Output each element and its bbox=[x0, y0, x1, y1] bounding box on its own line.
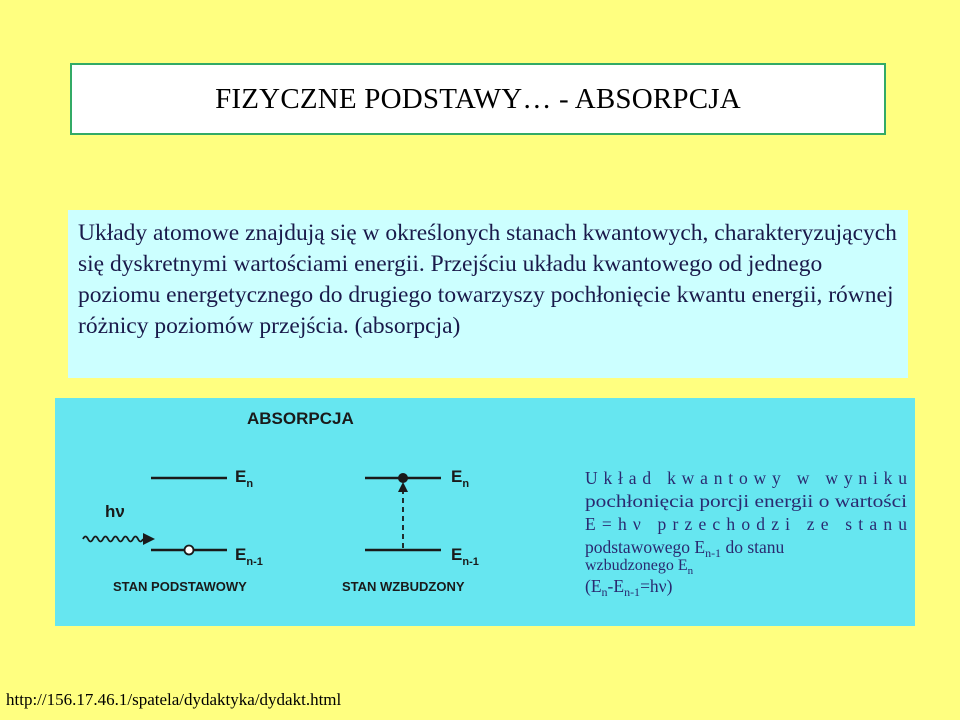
description-text: Układy atomowe znajdują się w określonych stanach kwantowych, charakteryzujących się dyskretnymi wartościami energii. Przejściu układu kwantowego od jednego poziomu energetycznego do drugiego towarzyszy pochłonięcie kwantu energii, równej różnicy poziomów przejścia. (absorpcja) bbox=[78, 220, 897, 339]
absorption-diagram bbox=[55, 398, 915, 626]
figure-heading: ABSORPCJA bbox=[247, 409, 354, 428]
ground-electron bbox=[185, 546, 194, 555]
excited-state-caption: STAN WZBUDZONY bbox=[342, 579, 465, 594]
explanation-line-5: wzbudzonego $E_n$ bbox=[585, 557, 694, 577]
excited-lower-label: $E_{n-1}$ bbox=[451, 545, 479, 568]
photon-label: hν bbox=[105, 502, 125, 521]
ground-upper-label: $E_n$ bbox=[235, 467, 254, 490]
title-box bbox=[70, 63, 886, 135]
explanation-line-4: podstawowego $E_{n-1}$ do stanu bbox=[585, 537, 785, 560]
ground-lower-label: $E_{n-1}$ bbox=[235, 545, 263, 568]
explanation-line-2: pochłonięcia porcji energii o wartości bbox=[585, 491, 908, 511]
transition-arrowhead bbox=[398, 482, 408, 492]
absorption-figure bbox=[55, 398, 915, 626]
explanation-line-6: $(E_n-E_{n-1}=h\nu)$ bbox=[585, 576, 673, 599]
explanation-block bbox=[585, 468, 907, 599]
explanation-line-3: E=hν przechodzi ze stanu bbox=[585, 514, 907, 534]
excited-electron bbox=[398, 473, 408, 483]
explanation-line-1: Układ kwantowy w wyniku bbox=[585, 468, 907, 488]
photon-arrowhead bbox=[143, 533, 155, 545]
excited-upper-label: $E_n$ bbox=[451, 467, 470, 490]
source-url: http://156.17.46.1/spatela/dydaktyka/dydakt.html bbox=[6, 690, 342, 709]
photon-wave bbox=[83, 537, 143, 542]
description-box bbox=[68, 210, 908, 378]
slide-title: FIZYCZNE PODSTAWY… - ABSORPCJA bbox=[215, 82, 741, 115]
ground-state-caption: STAN PODSTAWOWY bbox=[113, 579, 247, 594]
